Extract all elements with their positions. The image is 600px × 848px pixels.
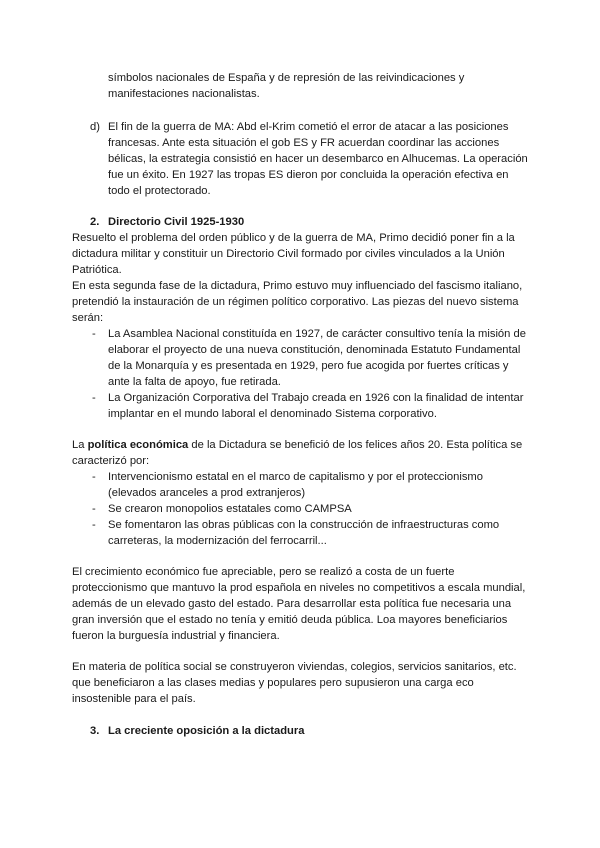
text-run: La [72,439,88,451]
text-line: Intervencionismo estatal en el marco de capitalismo y por el proteccionismo [108,471,483,483]
text-line: Se fomentaron las obras públicas con la construcción de infraestructuras como [108,519,500,531]
text-line: El fin de la guerra de MA: Abd el-Krim cometió el error de atacar a las posiciones [108,121,509,133]
bullet-marker: - [92,392,96,404]
text-line: fue un éxito. En 1927 las tropas ES dieron por concluida la operación efectiva en [108,169,509,181]
text-line: Patriótica. [72,264,122,276]
text-line: La Asamblea Nacional constituída en 1927, de carácter consultivo tenía la misión de [108,328,526,340]
heading-title: Directorio Civil 1925-1930 [108,216,245,228]
text-line: El crecimiento económico fue apreciable, pero se realizó a costa de un fuerte [72,566,455,578]
text-line: Se crearon monopolios estatales como CAMPSA [108,503,352,515]
text-line: pretendió la instauración de un régimen político corporativo. Las piezas del nuevo sistema [72,296,519,308]
text-line [72,437,522,453]
text-line: dictadura militar y constituir un Directorio Civil formado por civiles vinculados a la Unión [72,248,505,260]
heading-title: La creciente oposición a la dictadura [108,725,305,737]
text-line: símbolos nacionales de España y de represión de las reivindicaciones y [108,72,465,84]
bullet-marker: - [92,471,96,483]
heading-number: 2. [90,216,100,228]
text-line: elaborar el proyecto de una nueva constitución, denominada Estatuto Fundamental [108,344,521,356]
bold-term: política económica [87,439,189,451]
text-line: serán: [72,312,104,324]
text-line: fueron la burguesía industrial y financiera. [72,630,280,642]
text-line: (elevados aranceles a prod extranjeros) [108,487,306,499]
heading-number: 3. [90,725,100,737]
text-line: proteccionismo que mantuvo la prod española en niveles no competitivos a escala mundial, [72,582,526,594]
text-line: que beneficiaron a las clases medias y populares pero supusieron una carga eco [72,677,474,689]
bullet-marker: - [92,328,96,340]
text-line: ante la falta de apoyo, fue retirada. [108,376,281,388]
bullet-marker: - [92,519,96,531]
text-line: La Organización Corporativa del Trabajo creada en 1926 con la finalidad de intentar [108,392,524,404]
text-line: manifestaciones nacionalistas. [108,88,260,100]
text-line: En materia de política social se construyeron viviendas, colegios, servicios sanitarios, etc. [72,661,517,673]
text-run: de la Dictadura se benefició de los felices años 20. Esta política se [188,439,523,451]
bullet-marker: - [92,503,96,515]
text-line: insostenible para el país. [72,693,196,705]
text-line: caracterizó por: [72,455,150,467]
text-line: carreteras, la modernización del ferrocarril... [108,535,327,547]
text-line: todo el protectorado. [108,185,211,197]
text-line: implantar en el mundo laboral el denominado Sistema corporativo. [108,408,437,420]
text-line: de la Monarquía y es presentada en 1929, pero fue acogida por fuertes críticas y [108,360,509,372]
text-line: gran inversión que el estado no tenía y emitió deuda pública. Loa mayores beneficiarios [72,614,508,626]
text-line: bélicas, la estrategia consistió en hacer un desembarco en Alhucemas. La operación [108,153,528,165]
text-line: Resuelto el problema del orden público y de la guerra de MA, Primo decidió poner fin a la [72,232,515,244]
text-line: francesas. Ante esta situación el gob ES y FR acuerdan coordinar las acciones [108,137,500,149]
text-line: además de un elevado gasto del estado. Para desarrollar esta política fue necesaria una [72,598,512,610]
text-line: En esta segunda fase de la dictadura, Primo estuvo muy influenciado del fascismo italiano, [72,280,523,292]
list-marker: d) [90,121,100,133]
